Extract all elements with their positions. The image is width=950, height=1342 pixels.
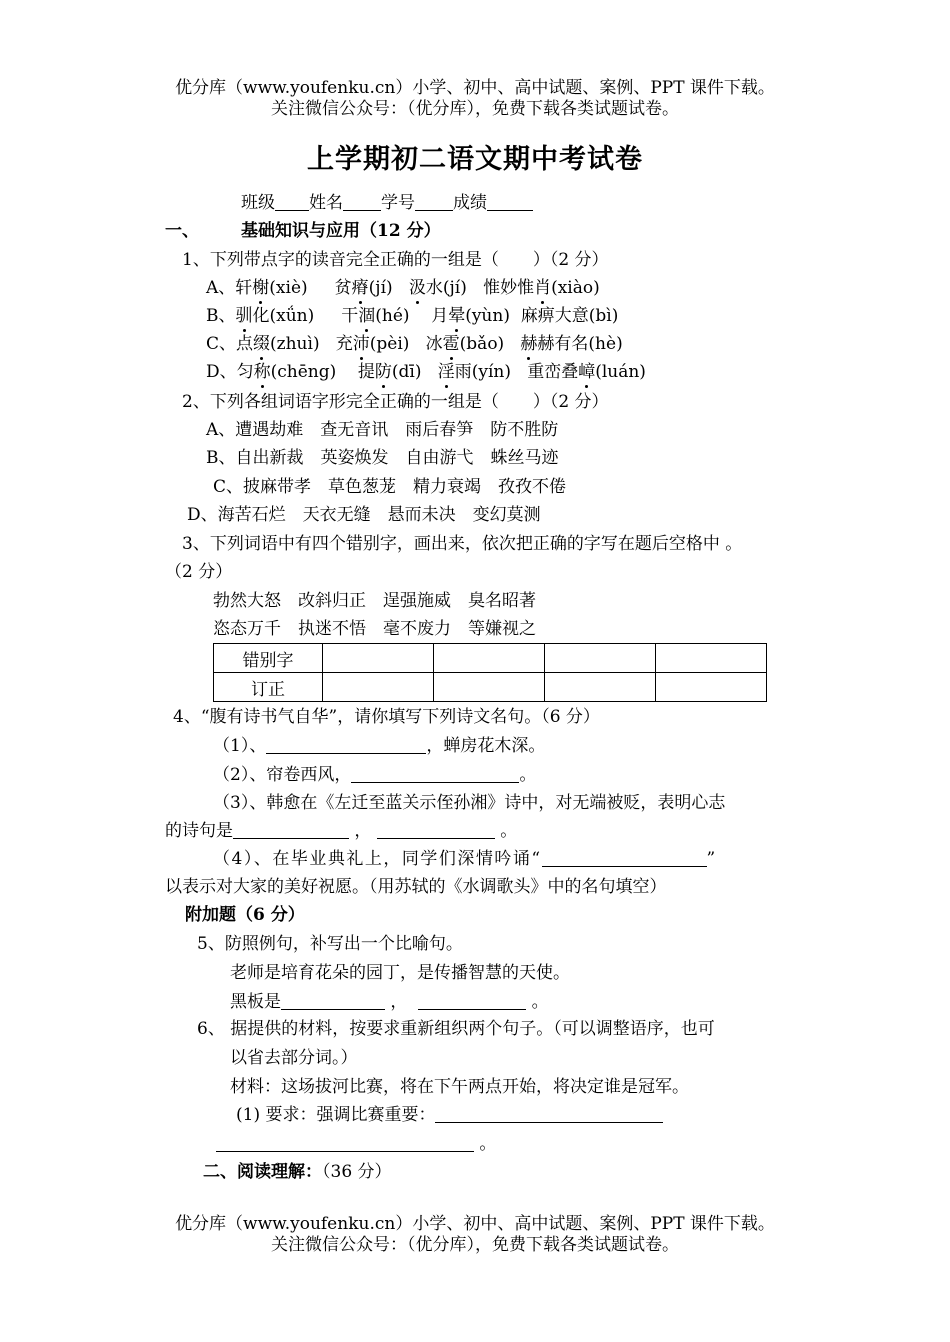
q3-words-row-2: 恣态万千 执迷不悟 毫不废力 等嫌视之 — [213, 619, 536, 639]
page-title: 上学期初二语文期中考试卷 — [307, 144, 643, 175]
footer-line-2: 关注微信公众号：（优分库），免费下载各类试题试卷。 — [271, 1235, 679, 1255]
q4-part-2: （2）、帘卷西风， 。 — [213, 765, 537, 785]
q6-requirement-1: (1) 要求：强调比赛重要： — [236, 1104, 663, 1126]
table-cell[interactable] — [434, 673, 545, 702]
q5-example: 老师是培育花朵的园丁，是传播智慧的天使。 — [230, 963, 570, 983]
student-info — [241, 192, 533, 214]
section1-title: 基础知识与应用（12 分） — [241, 221, 441, 241]
q4-part-4-line-2: 以表示对大家的美好祝愿。（用苏轼的《水调歌头》中的名句填空） — [165, 877, 667, 897]
q4-part-4-line-1: （4）、在毕业典礼上，同学们深情吟诵“ ” — [213, 849, 717, 869]
q2-option-b: B、自出新裁 英姿焕发 自由游弋 蛛丝马迹 — [206, 448, 559, 468]
q1-option-c: C、点缀(zhuì) 充沛(pèi) 冰雹(bǎo) 赫赫有名(hè) — [206, 334, 623, 354]
q6-requirement-1-cont: 。 — [216, 1133, 496, 1155]
table-cell[interactable] — [545, 644, 656, 673]
name-label: 姓名 — [309, 193, 343, 213]
q2-option-a: A、遭遇劫难 查无音讯 雨后春笋 防不胜防 — [206, 420, 559, 440]
q4-part-1: （1）、 ，蝉房花木深。 — [213, 736, 546, 756]
q5-stem: 5、防照例句，补写出一个比喻句。 — [197, 934, 463, 954]
table-row — [214, 673, 767, 702]
section2-title: 二、阅读理解： — [203, 1162, 322, 1182]
score-label: 成绩 — [453, 193, 487, 213]
q5-answer: 黑板是 ， 。 — [230, 992, 549, 1012]
q5-blank-1[interactable] — [281, 991, 385, 1010]
table-row — [214, 644, 767, 673]
header-line-2: 关注微信公众号：（优分库），免费下载各类试题试卷。 — [271, 99, 679, 119]
q5-blank-2[interactable] — [418, 991, 526, 1010]
number-label: 学号 — [381, 193, 415, 213]
q1-option-d: D、匀称(chēng) 提防(dī) 淫雨(yín) 重峦叠嶂(luán) — [206, 362, 646, 382]
q3-score: （2 分） — [165, 562, 233, 582]
section2-heading — [203, 1161, 392, 1183]
q2-option-c: C、披麻带孝 草色葱茏 精力衰竭 孜孜不倦 — [213, 477, 567, 497]
q4-blank-1[interactable] — [266, 735, 426, 754]
q4-part-3-line-2: 的诗句是 ， 。 — [165, 821, 518, 841]
class-blank[interactable] — [275, 192, 309, 211]
q4-blank-2[interactable] — [351, 764, 519, 783]
q4-blank-3b[interactable] — [377, 820, 495, 839]
q6-material: 材料：这场拔河比赛，将在下午两点开始，将决定谁是冠军。 — [230, 1077, 689, 1097]
q6-stem-2: 以省去部分词。） — [230, 1048, 358, 1068]
section1-number: 一、 — [165, 221, 199, 241]
q6-blank-1a[interactable] — [435, 1104, 663, 1123]
q2-option-d: D、海苦石烂 天衣无缝 悬而未决 变幻莫测 — [187, 505, 541, 525]
q2-stem: 2、下列各组词语字形完全正确的一组是（ ）（2 分） — [182, 392, 609, 412]
class-label: 班级 — [241, 193, 275, 213]
q6-blank-1b[interactable] — [216, 1133, 474, 1152]
number-blank[interactable] — [415, 192, 453, 211]
name-blank[interactable] — [343, 192, 381, 211]
q4-stem: 4、“腹有诗书气自华”，请你填写下列诗文名句。（6 分） — [173, 707, 600, 727]
q4-blank-3a[interactable] — [233, 820, 349, 839]
bonus-title: 附加题（6 分） — [185, 905, 305, 925]
q6-stem: 6、 据提供的材料，按要求重新组织两个句子。（可以调整语序，也可 — [197, 1019, 715, 1039]
score-blank[interactable] — [487, 192, 533, 211]
table-cell[interactable] — [323, 673, 434, 702]
q3-words-row-1: 勃然大怒 改斜归正 逞强施威 臭名昭著 — [213, 591, 536, 611]
q4-part-3-line-1: （3）、韩愈在《左迁至蓝关示侄孙湘》诗中，对无端被贬，表明心志 — [213, 793, 726, 813]
q1-option-b: B、驯化(xǘn) 干涸(hé) 月晕(yùn) 麻痹大意(bì) — [206, 306, 619, 326]
table-cell[interactable] — [656, 644, 767, 673]
header-line-1: 优分库（www.youfenku.cn）小学、初中、高中试题、案例、PPT 课件下载。 — [175, 78, 775, 98]
table-header-fix: 订正 — [214, 673, 323, 702]
table-cell[interactable] — [545, 673, 656, 702]
q1-option-a: A、轩榭(xiè) 贫瘠(jí) 汲水(jí) 惟妙惟肖(xiào) — [206, 278, 600, 298]
table-cell[interactable] — [656, 673, 767, 702]
table-cell[interactable] — [323, 644, 434, 673]
q3-stem: 3、下列词语中有四个错别字，画出来，依次把正确的字写在题后空格中 。 — [182, 534, 743, 554]
q3-answer-table — [213, 643, 767, 702]
q4-blank-4[interactable] — [542, 848, 707, 867]
table-header-wrong: 错别字 — [214, 644, 323, 673]
footer-line-1: 优分库（www.youfenku.cn）小学、初中、高中试题、案例、PPT 课件下载。 — [175, 1214, 775, 1234]
q1-stem: 1、下列带点字的读音完全正确的一组是（ ）（2 分） — [182, 250, 609, 270]
section2-score: （36 分） — [322, 1162, 392, 1182]
table-cell[interactable] — [434, 644, 545, 673]
